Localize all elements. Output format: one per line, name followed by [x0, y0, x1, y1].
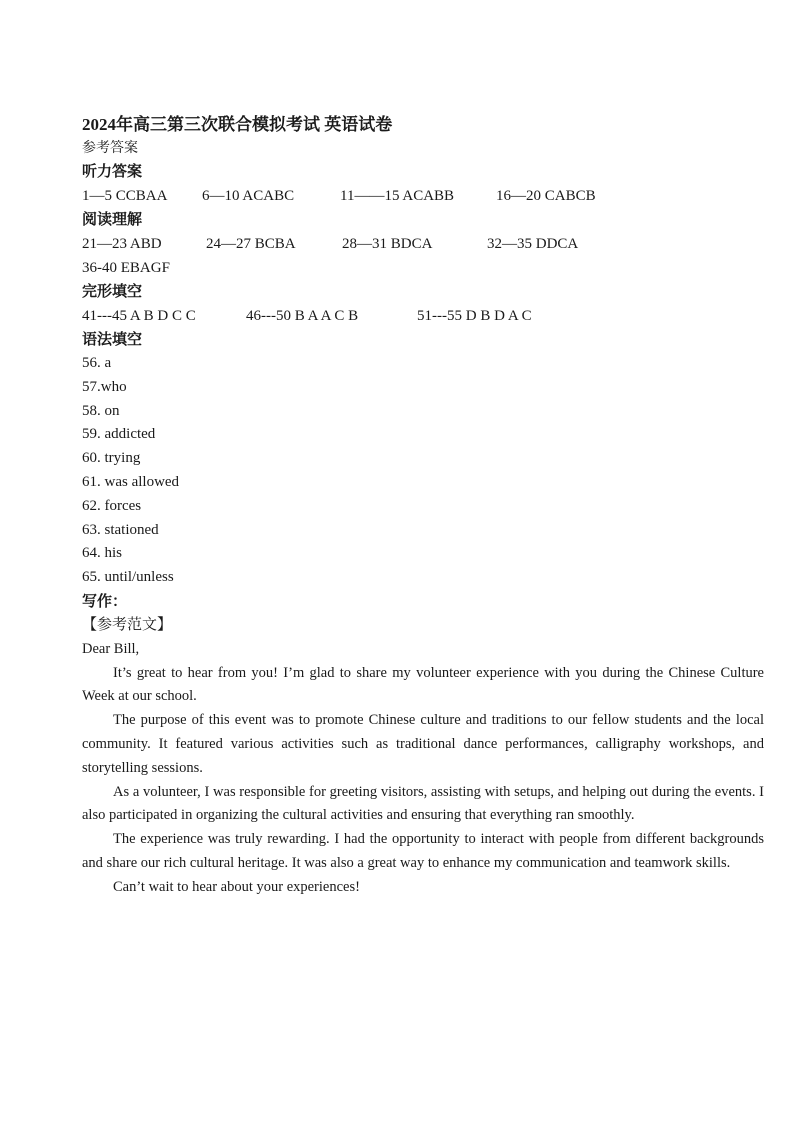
- answer-group: 32—35 DDCA: [487, 236, 579, 252]
- sample-essay-label: 【参考范文】: [82, 616, 173, 633]
- grammar-item: 56. a: [82, 355, 112, 371]
- listening-answers: [82, 184, 764, 208]
- answer-group: 16—20 CABCB: [496, 188, 596, 204]
- essay-greeting: Dear Bill,: [82, 640, 140, 657]
- grammar-item: 62. forces: [82, 497, 142, 514]
- grammar-item: 57.who: [82, 378, 127, 395]
- grammar-item: 63. stationed: [82, 521, 159, 538]
- answer-group: 41---45 A B D C C: [82, 308, 196, 324]
- document-body: [82, 112, 764, 900]
- essay-paragraph: As a volunteer, I was responsible for greeting visitors, assisting with setups, and helping out during the events. I also participated in organizing the cultural activities and ensuring that everything ran smoothly.: [82, 783, 764, 824]
- reading-answers-extra: [82, 256, 764, 280]
- answer-group: 36-40 EBAGF: [82, 260, 170, 276]
- grammar-item: 61. was allowed: [82, 473, 180, 490]
- answer-group: 46---50 B A A C B: [246, 308, 359, 324]
- cloze-answers: [82, 304, 764, 328]
- grammar-item: 60. trying: [82, 450, 141, 467]
- essay-paragraph: The purpose of this event was to promote Chinese culture and traditions to our fellow students and the local community. It featured various activities such as traditional dance performances, calligraphy workshops, and storytelling sessions.: [82, 712, 764, 776]
- essay-paragraph: Can’t wait to hear about your experiences!: [113, 878, 360, 895]
- answer-group: 11——15 ACABB: [340, 188, 455, 204]
- answer-group: 28—31 BDCA: [342, 236, 433, 252]
- answer-group: 1—5 CCBAA: [82, 188, 168, 204]
- reading-answers: [82, 232, 764, 256]
- exam-title: 2024年高三第三次联合模拟考试 英语试卷: [82, 115, 393, 134]
- answer-key-label: 参考答案: [82, 141, 138, 156]
- answer-group: 24—27 BCBA: [206, 236, 296, 252]
- essay-paragraph: The experience was truly rewarding. I had the opportunity to interact with people from different backgrounds and share our rich cultural heritage. It was also a great way to enhance my communication and teamwork skills.: [82, 831, 764, 871]
- essay-paragraph: It’s great to hear from you! I’m glad to share my volunteer experience with you during the Chinese Culture Week at our school.: [82, 664, 764, 705]
- grammar-answers: [82, 352, 764, 590]
- grammar-item: 64. his: [82, 545, 123, 562]
- answer-group: 6—10 ACABC: [202, 188, 295, 204]
- grammar-heading: 语法填空: [82, 332, 143, 348]
- grammar-item: 58. on: [82, 402, 120, 419]
- grammar-item: 65. until/unless: [82, 569, 174, 586]
- grammar-item: 59. addicted: [82, 426, 156, 443]
- answer-group: 51---55 D B D A C: [417, 308, 532, 324]
- sample-essay: [82, 638, 764, 900]
- listening-heading: 听力答案: [82, 164, 143, 180]
- cloze-heading: 完形填空: [82, 284, 143, 300]
- writing-heading: 写作：: [82, 593, 128, 610]
- reading-heading: 阅读理解: [82, 212, 143, 228]
- answer-group: 21—23 ABD: [82, 236, 162, 252]
